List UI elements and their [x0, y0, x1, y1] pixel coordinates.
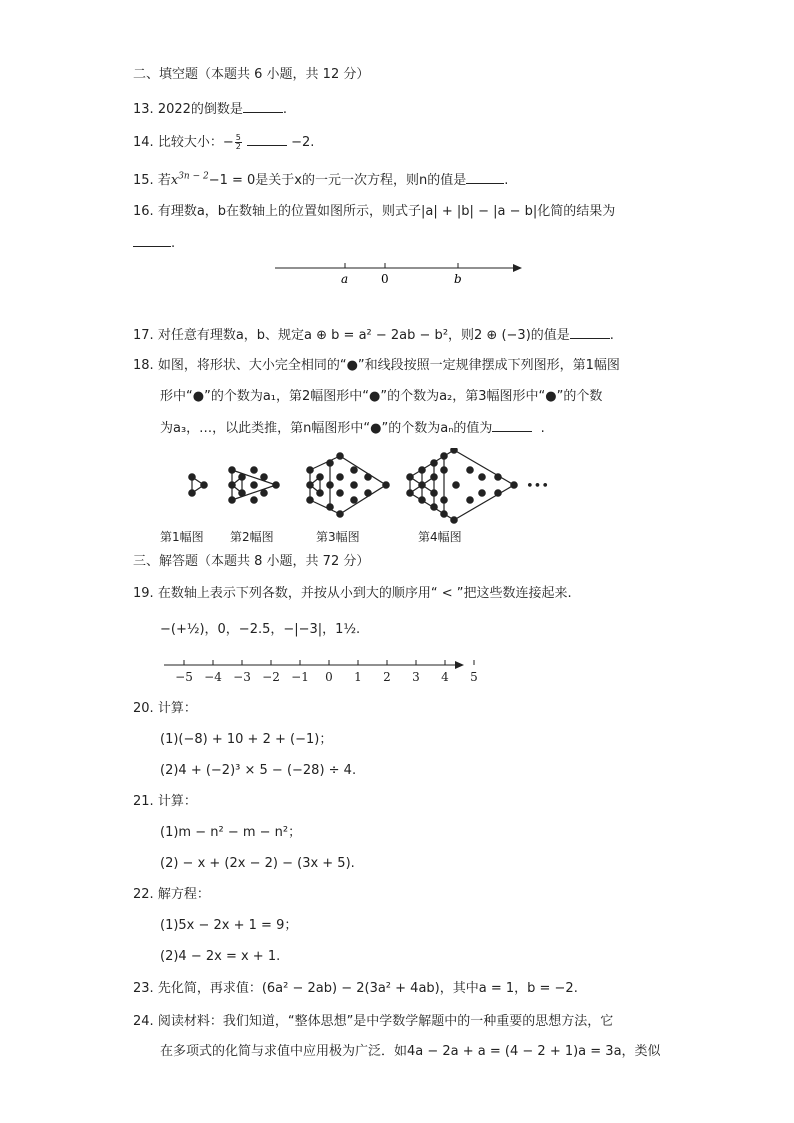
question-23: 23. 先化简，再求值：(6a² − 2ab) − 2(3a² + 4ab)，其中a = 1，b = −2. [133, 981, 578, 996]
question-19-numbers: −(+½)，0，−2.5，−|−3|，1½. [160, 622, 361, 637]
question-number: 23. [133, 981, 154, 996]
question-number: 13. [133, 102, 154, 117]
axis-tick-label: −3 [233, 670, 251, 684]
question-16-blank-line: . [133, 234, 175, 253]
answer-blank [133, 234, 171, 247]
question-number: 24. [133, 1014, 154, 1029]
question-number: 14. [133, 135, 154, 150]
question-13: 13. 2022的倒数是 . [133, 102, 288, 117]
figure-label-3: 第3幅图 [316, 530, 360, 544]
axis-label-zero: 0 [381, 272, 389, 286]
axis-label-b: b [454, 272, 462, 286]
axis-tick-label: 3 [412, 670, 420, 684]
answer-blank [570, 326, 610, 339]
section-3-title: 三、解答题（本题共 8 小题，共 72 分） [133, 554, 370, 569]
axis-tick-label: −1 [291, 670, 309, 684]
question-20: 20. 计算： [133, 701, 197, 716]
answer-blank [492, 419, 532, 432]
axis-tick-label: 4 [441, 670, 449, 684]
axis-tick-label: −5 [175, 670, 193, 684]
answer-blank [243, 100, 283, 113]
axis-tick-label: 0 [325, 670, 333, 684]
math-expression: $x^{3n - 2}$ [170, 171, 209, 188]
question-number: 17. [133, 328, 154, 343]
answer-blank [466, 171, 504, 184]
number-line-figure [270, 258, 530, 290]
question-19: 19. 在数轴上表示下列各数，并按从小到大的顺序用“ < ”把这些数连接起来. [133, 586, 572, 601]
question-number: 21. [133, 794, 154, 809]
figure-label-4: 第4幅图 [418, 530, 462, 544]
number-line-axis [160, 655, 500, 689]
question-20-part-2: (2)4 + (−2)³ × 5 − (−28) ÷ 4. [160, 763, 357, 778]
axis-tick-label: 5 [470, 670, 478, 684]
question-14: 14. 比较大小：− $\frac{5}{2}$ −2. [133, 133, 315, 151]
question-21-part-1: (1)m − n² − m − n²； [160, 825, 302, 840]
question-number: 19. [133, 586, 154, 601]
axis-tick-label: −2 [262, 670, 280, 684]
section-2-title: 二、填空题（本题共 6 小题，共 12 分） [133, 67, 370, 82]
question-17: 17. 对任意有理数a，b、规定a ⊕ b = a² − 2ab − b²，则2 ⊕ (−3)的值是 . [133, 328, 614, 343]
question-number: 15. [133, 173, 154, 188]
answer-blank [247, 133, 287, 146]
question-24-line-2: 在多项式的化简与求值中应用极为广泛．如4a − 2a + a = (4 − 2 + 1)a = 3a，类似 [160, 1044, 661, 1059]
axis-label-a: a [341, 272, 349, 286]
question-text: 2022的倒数是 [157, 102, 243, 117]
question-21: 21. 计算： [133, 794, 197, 809]
question-21-part-2: (2) − x + (2x − 2) − (3x + 5). [160, 856, 355, 871]
question-number: 18. [133, 358, 154, 373]
ellipsis: ••• [526, 479, 550, 494]
figure-label-1: 第1幅图 [160, 530, 204, 544]
question-15: 15. 若$x^{3n - 2}-1 = 0$是关于x的一元一次方程，则n的值是 . [133, 171, 509, 188]
question-24-line-1: 24. 阅读材料：我们知道，“整体思想”是中学数学解题中的一种重要的思想方法，它 [133, 1014, 614, 1029]
axis-tick-label: 2 [383, 670, 391, 684]
figure-label-2: 第2幅图 [230, 530, 274, 544]
question-20-part-1: (1)(−8) + 10 + 2 + (−1)； [160, 732, 333, 747]
question-22-part-1: (1)5x − 2x + 1 = 9； [160, 918, 298, 933]
axis-tick-label: 1 [354, 670, 362, 684]
question-16: 16. 有理数a，b在数轴上的位置如图所示，则式子|a| + |b| − |a − b|化简的结果为 [133, 204, 616, 219]
fraction: $\frac{5}{2}$ [235, 133, 241, 151]
question-number: 16. [133, 204, 154, 219]
question-22-part-2: (2)4 − 2x = x + 1. [160, 949, 281, 964]
question-18-line-3: 为a₃，…，以此类推，第n幅图形中“●”的个数为aₙ的值为 . [160, 421, 545, 436]
question-22: 22. 解方程： [133, 887, 210, 902]
question-number: 22. [133, 887, 154, 902]
question-number: 20. [133, 701, 154, 716]
dot-pattern-figure [180, 448, 560, 528]
axis-tick-label: −4 [204, 670, 222, 684]
question-18-line-2: 形中“●”的个数为a₁，第2幅图形中“●”的个数为a₂，第3幅图形中“●”的个数 [160, 389, 603, 404]
question-18-line-1: 18. 如图，将形状、大小完全相同的“●”和线段按照一定规律摆成下列图形，第1幅图 [133, 358, 620, 373]
